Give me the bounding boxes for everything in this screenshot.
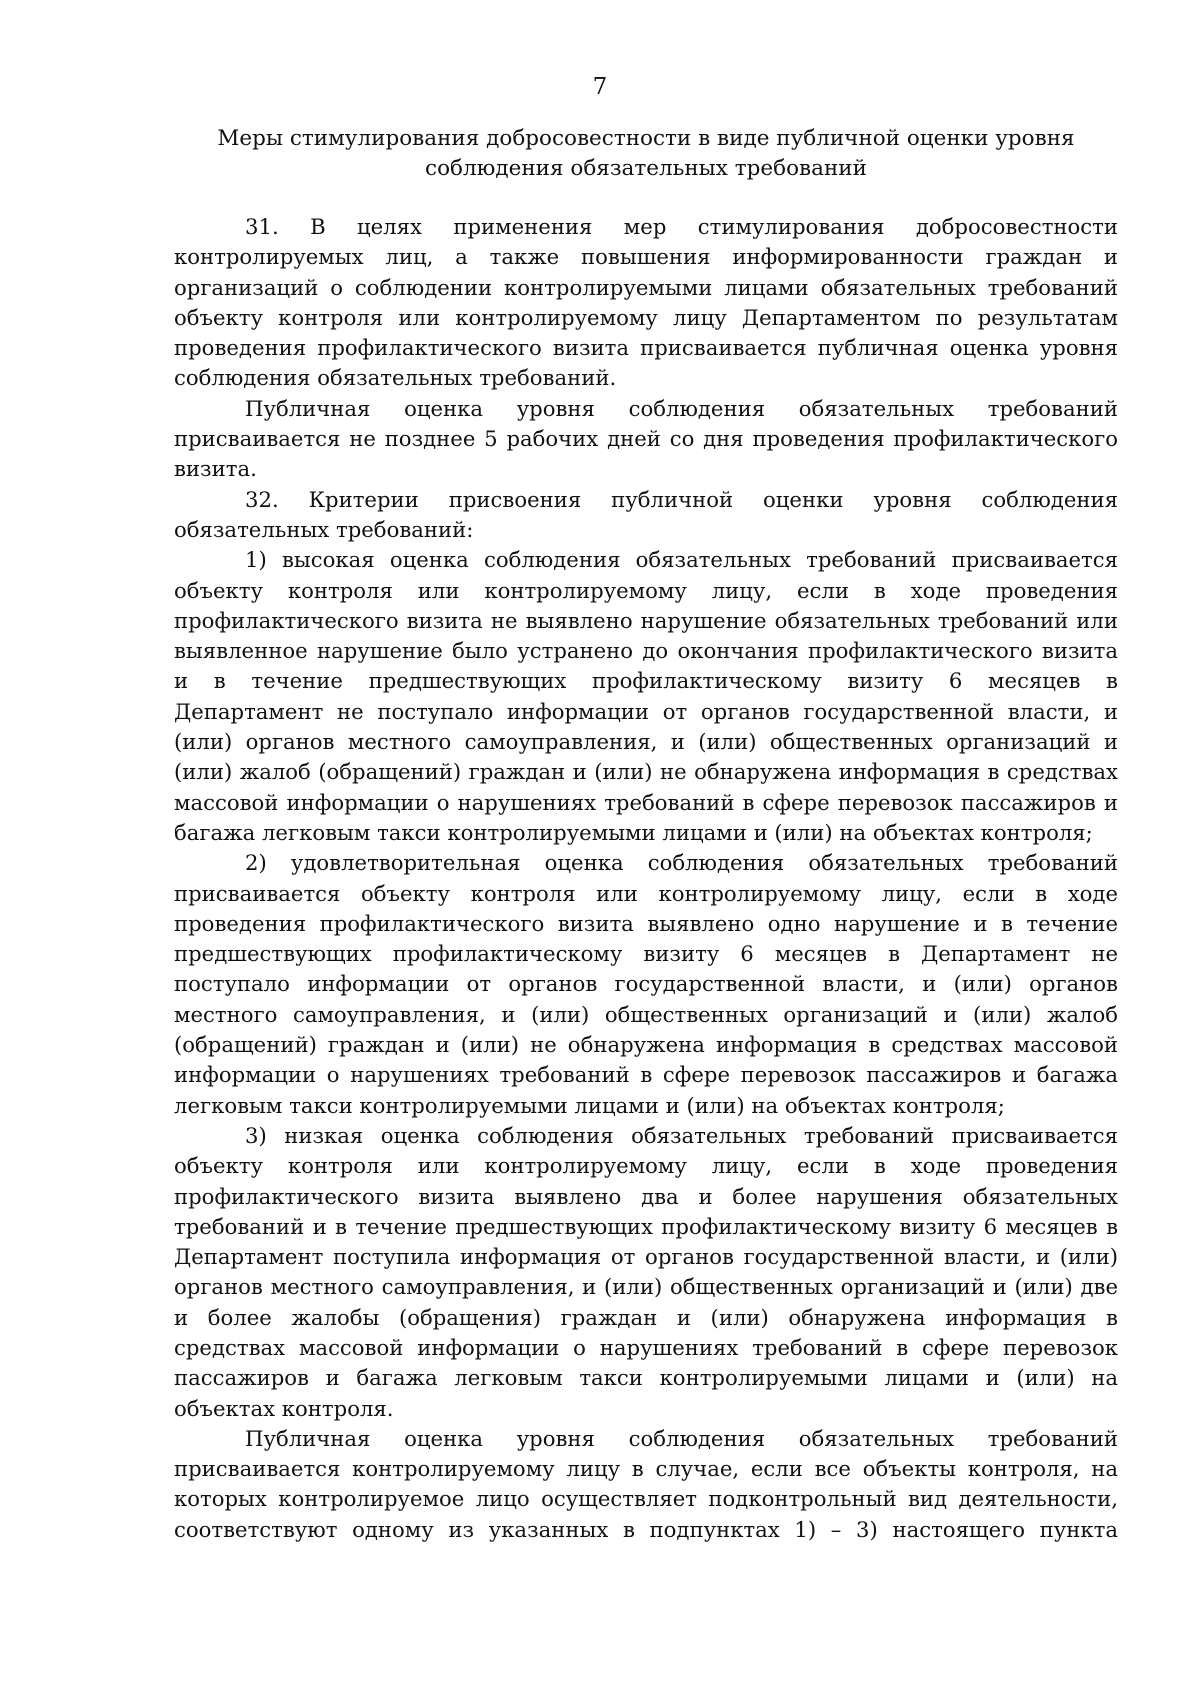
paragraph-public-assessment-deadline: Публичная оценка уровня соблюдения обязательных требований присваивается не позднее 5 рабочих дней со дня проведения профилактического визита. (174, 395, 1118, 482)
page-number: 7 (592, 74, 608, 100)
paragraph-criterion-satisfactory: 2) удовлетворительная оценка соблюдения обязательных требований присваивается объекту контроля или контролируемому лицу, если в ходе проведения профилактического визита выявлено одно нарушение и в течение предшествующих профилактическому визиту 6 месяцев в Департамент не поступало информации от органов государственной власти, и (или) органов местного самоуправления, и (или) общественных организаций и (или) жалоб (обращений) граждан и (или) не обнаружена информация в средствах массовой информации о нарушениях требований в сфере перевозок пассажиров и багажа легковым такси контролируемыми лицами и (или) на объектах контроля; (174, 850, 1118, 1118)
paragraph-criterion-low: 3) низкая оценка соблюдения обязательных требований присваивается объекту контроля или контролируемому лицу, если в ходе проведения профилактического визита выявлено два и более нарушения обязательных требований и в течение предшествующих профилактическому визиту 6 месяцев в Департамент поступила информация от органов государственной власти, и (или) органов местного самоуправления, и (или) общественных организаций и (или) две и более жалобы (обращения) граждан и (или) обнаружена информация в средствах массовой информации о нарушениях требований в сфере перевозок пассажиров и багажа легковым такси контролируемыми лицами и (или) на объектах контроля. (174, 1122, 1118, 1421)
paragraph-31: 31. В целях применения мер стимулирования добросовестности контролируемых лиц, а также повышения информированности граждан и организаций о соблюдении контролируемыми лицами обязательных требований объекту контроля или контролируемому лицу Департаментом по результатам проведения профилактического визита присваивается публичная оценка уровня соблюдения обязательных требований. (174, 214, 1118, 391)
document-body (174, 212, 1118, 1545)
paragraph-criterion-high: 1) высокая оценка соблюдения обязательных требований присваивается объекту контроля или контролируемому лицу, если в ходе проведения профилактического визита не выявлено нарушение обязательных требований или выявленное нарушение было устранено до окончания профилактического визита и в течение предшествующих профилактическому визиту 6 месяцев в Департамент не поступало информации от органов государственной власти, и (или) органов местного самоуправления, и (или) общественных организаций и (или) жалоб (обращений) граждан и (или) не обнаружена информация в средствах массовой информации о нарушениях требований в сфере перевозок пассажиров и багажа легковым такси контролируемыми лицами и (или) на объектах контроля; (174, 547, 1118, 845)
paragraph-assessment-assignment: Публичная оценка уровня соблюдения обязательных требований присваивается контролируемому лицу в случае, если все объекты контроля, на которых контролируемое лицо осуществляет подконтрольный вид деятельности, соответствуют одному из указанных в подпунктах 1) – 3) настоящего пункта (174, 1425, 1118, 1542)
paragraph-32: 32. Критерии присвоения публичной оценки уровня соблюдения обязательных требований: (174, 486, 1118, 542)
section-heading: Меры стимулирования добросовестности в виде публичной оценки уровня соблюдения обязательных требований (217, 126, 1075, 181)
